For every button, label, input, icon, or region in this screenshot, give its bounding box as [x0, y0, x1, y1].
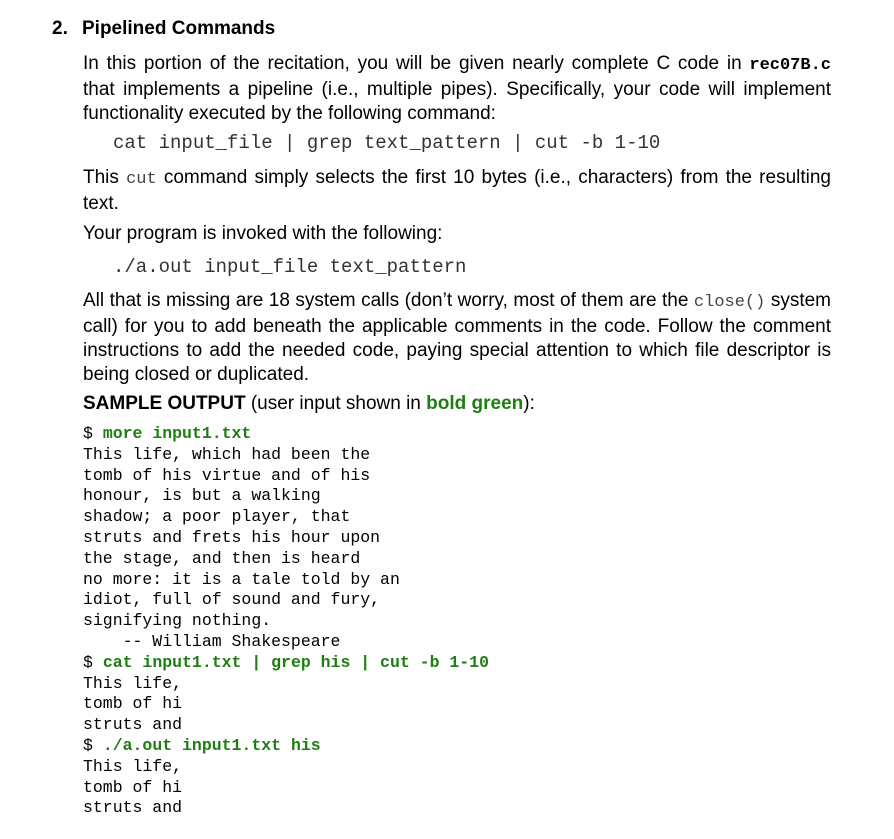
output-text: honour, is but a walking	[83, 486, 321, 506]
output-text: idiot, full of sound and fury,	[83, 590, 381, 610]
output-text: signifying nothing.	[83, 611, 272, 631]
output-text: tomb of hi	[83, 694, 183, 714]
terminal-output-line	[83, 694, 489, 715]
missing-text-1: All that is missing are 18 system calls (don’t worry, most of them are the	[83, 290, 694, 311]
bold-green-highlight: bold green	[426, 393, 524, 414]
terminal-output-line	[83, 528, 489, 549]
sample-paren-close: ):	[523, 393, 535, 414]
missing-calls-paragraph	[83, 289, 831, 387]
output-text: This life,	[83, 673, 183, 693]
output-text: the stage, and then is heard	[83, 548, 361, 568]
cut-note-paragraph	[83, 166, 831, 216]
output-text: tomb of his virtue and of his	[83, 465, 371, 485]
terminal-output-line	[83, 674, 489, 695]
intro-paragraph	[83, 52, 831, 126]
missing-text-2: system call) for you to add beneath the applicable comments in the code. Follow the comment instructions to add the needed code, paying special attention to which file descriptor is being closed or duplicated.	[83, 290, 831, 385]
terminal-command-line	[83, 424, 489, 445]
section-title: Pipelined Commands	[82, 18, 276, 39]
section-heading	[52, 17, 275, 41]
output-text: struts and frets his hour upon	[83, 527, 381, 547]
terminal-output-line	[83, 611, 489, 632]
sample-output-label: SAMPLE OUTPUT	[83, 393, 246, 414]
terminal-output-line	[83, 570, 489, 591]
terminal-output-line	[83, 798, 489, 819]
sample-output-block	[83, 424, 489, 819]
user-input: more input1.txt	[102, 424, 252, 443]
cut-code: cut	[126, 170, 157, 189]
section-number: 2.	[52, 18, 68, 39]
terminal-output-line	[83, 715, 489, 736]
output-text: -- William Shakespeare	[83, 631, 341, 651]
shell-prompt: $	[83, 735, 103, 755]
user-input: cat input1.txt | grep his | cut -b 1-10	[102, 652, 489, 672]
terminal-output-line	[83, 445, 489, 466]
terminal-command-line	[83, 653, 489, 674]
terminal-output-line	[83, 466, 489, 487]
output-text: struts and	[83, 798, 183, 818]
terminal-output-line	[83, 486, 489, 507]
terminal-output-line	[83, 549, 489, 570]
shell-prompt: $	[83, 424, 103, 443]
sample-paren-open: (user input shown in	[245, 393, 427, 414]
output-text: struts and	[83, 715, 183, 735]
user-input: ./a.out input1.txt his	[102, 735, 321, 755]
source-file-name: rec07B.c	[749, 56, 831, 75]
terminal-output-line	[83, 757, 489, 778]
output-text: shadow; a poor player, that	[83, 507, 351, 527]
terminal-output-line	[83, 778, 489, 799]
terminal-command-line	[83, 736, 489, 757]
output-text: This life,	[83, 756, 183, 776]
terminal-output-line	[83, 507, 489, 528]
pipeline-command: cat input_file | grep text_pattern | cut -b 1-10	[113, 132, 661, 154]
terminal-output-line	[83, 590, 489, 611]
invoke-text: Your program is invoked with the following:	[83, 223, 443, 244]
output-text: no more: it is a tale told by an	[83, 569, 400, 589]
output-text: tomb of hi	[83, 777, 183, 797]
invoke-command: ./a.out input_file text_pattern	[113, 256, 467, 278]
output-text: This life, which had been the	[83, 444, 371, 464]
intro-text-1: In this portion of the recitation, you will be given nearly complete C code in	[83, 53, 750, 74]
cut-note-text-2: command simply selects the first 10 bytes (i.e., characters) from the resulting text.	[83, 167, 831, 214]
shell-prompt: $	[83, 652, 103, 672]
close-code: close()	[693, 293, 766, 312]
cut-note-text-1: This	[83, 167, 127, 188]
intro-text-2: that implements a pipeline (i.e., multiple pipes). Specifically, your code will implement functionality executed by the following command:	[83, 79, 831, 124]
sample-output-heading	[83, 392, 831, 416]
terminal-output-line	[83, 632, 489, 653]
